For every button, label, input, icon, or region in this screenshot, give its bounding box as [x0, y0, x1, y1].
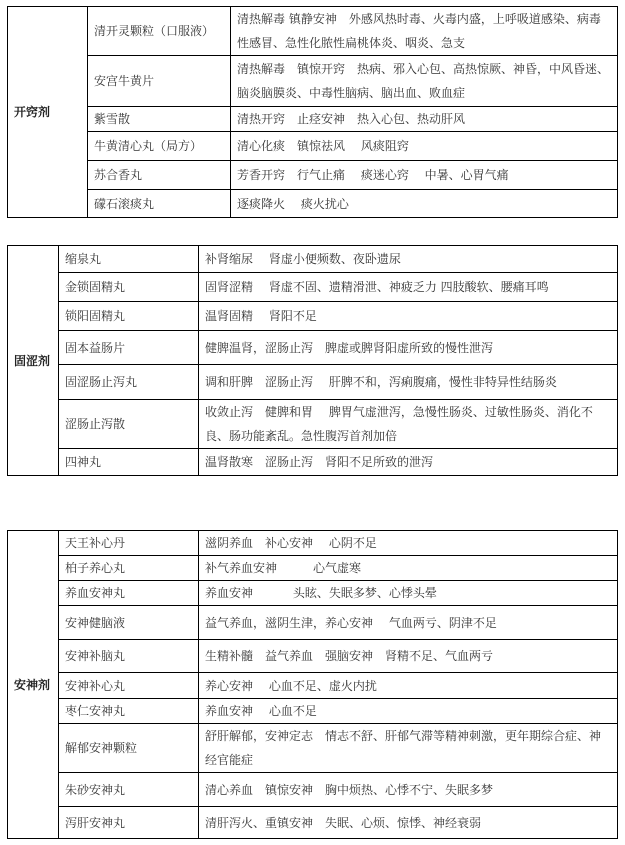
table-row — [8, 673, 618, 699]
medicine-name: 苏合香丸 — [88, 161, 231, 190]
medicine-name: 牛黄清心丸（局方） — [88, 132, 231, 161]
table-row — [8, 724, 618, 773]
medicine-name: 天王补心丹 — [59, 531, 199, 556]
medicine-description: 舒肝解郁，安神定志 情志不舒、肝郁气滞等精神刺激，更年期综合症、神经官能症 — [199, 724, 618, 773]
table-row — [8, 161, 618, 190]
medicine-name: 四神丸 — [59, 449, 199, 476]
medicine-description: 温肾固精 肾阳不足 — [199, 302, 618, 331]
table-row — [8, 246, 618, 273]
medicine-name: 锁阳固精丸 — [59, 302, 199, 331]
medicine-name: 涩肠止泻散 — [59, 400, 199, 449]
medicine-name: 安宫牛黄片 — [88, 56, 231, 107]
medicine-description: 温肾散寒 涩肠止泻 肾阳不足所致的泄泻 — [199, 449, 618, 476]
medicine-description: 补气养血安神 心气虚寒 — [199, 556, 618, 581]
table-row — [8, 581, 618, 606]
table-row — [8, 365, 618, 400]
medicine-description: 健脾温肾，涩肠止泻 脾虚或脾肾阳虚所致的慢性泄泻 — [199, 331, 618, 365]
medicine-description: 益气养血，滋阴生津，养心安神 气血两亏、阴津不足 — [199, 606, 618, 640]
medicine-name: 固本益肠片 — [59, 331, 199, 365]
table-row — [8, 56, 618, 107]
category-cell: 开窍剂 — [8, 7, 88, 218]
medicine-name: 缩泉丸 — [59, 246, 199, 273]
medicine-description: 滋阴养血 补心安神 心阴不足 — [199, 531, 618, 556]
medicine-description: 清心化痰 镇惊祛风 风痰阻窍 — [231, 132, 618, 161]
table-row — [8, 190, 618, 218]
category-cell: 固涩剂 — [8, 246, 59, 476]
table-gusheji — [7, 245, 618, 476]
medicine-name: 枣仁安神丸 — [59, 699, 199, 724]
table-row — [8, 699, 618, 724]
medicine-description: 清热开窍 止痉安神 热入心包、热动肝风 — [231, 107, 618, 132]
medicine-description: 清热解毒 镇静安神 外感风热时毒、火毒内盛，上呼吸道感染、病毒性感冒、急性化脓性扁桃体炎、咽炎、急支 — [231, 7, 618, 56]
table-row — [8, 132, 618, 161]
medicine-description: 清心养血 镇惊安神 胸中烦热、心悸不宁、失眠多梦 — [199, 773, 618, 807]
table-row — [8, 302, 618, 331]
table-row — [8, 331, 618, 365]
table-kaiqiaoji — [7, 6, 618, 218]
category-cell: 安神剂 — [8, 531, 59, 839]
medicine-description: 生精补髓 益气养血 强脑安神 肾精不足、气血两亏 — [199, 640, 618, 673]
medicine-name: 养血安神丸 — [59, 581, 199, 606]
medicine-name: 解郁安神颗粒 — [59, 724, 199, 773]
medicine-description: 芳香开窍 行气止痛 痰迷心窍 中暑、心胃气痛 — [231, 161, 618, 190]
table-row — [8, 773, 618, 807]
table-row — [8, 273, 618, 302]
medicine-description: 养血安神 心血不足 — [199, 699, 618, 724]
medicine-name: 礞石滚痰丸 — [88, 190, 231, 218]
table-anshenji — [7, 530, 618, 839]
medicine-name: 紫雪散 — [88, 107, 231, 132]
medicine-description: 逐痰降火 痰火扰心 — [231, 190, 618, 218]
medicine-name: 朱砂安神丸 — [59, 773, 199, 807]
medicine-name: 安神补心丸 — [59, 673, 199, 699]
medicine-description: 调和肝脾 涩肠止泻 肝脾不和，泻痢腹痛，慢性非特异性结肠炎 — [199, 365, 618, 400]
table-row — [8, 7, 618, 56]
table-row — [8, 449, 618, 476]
table-row — [8, 606, 618, 640]
table-row — [8, 531, 618, 556]
medicine-description: 清肝泻火、重镇安神 失眠、心烦、惊悸、神经衰弱 — [199, 807, 618, 839]
table-row — [8, 807, 618, 839]
table-row — [8, 107, 618, 132]
medicine-description: 补肾缩尿 肾虚小便频数、夜卧遗尿 — [199, 246, 618, 273]
medicine-name: 清开灵颗粒（口服液） — [88, 7, 231, 56]
medicine-description: 收敛止泻 健脾和胃 脾胃气虚泄泻，急慢性肠炎、过敏性肠炎、消化不良、肠功能紊乱。急性腹泻首剂加倍 — [199, 400, 618, 449]
medicine-description: 养心安神 心血不足、虚火内扰 — [199, 673, 618, 699]
medicine-name: 金锁固精丸 — [59, 273, 199, 302]
medicine-name: 柏子养心丸 — [59, 556, 199, 581]
medicine-name: 安神补脑丸 — [59, 640, 199, 673]
medicine-description: 养血安神 头眩、失眠多梦、心悸头晕 — [199, 581, 618, 606]
table-row — [8, 400, 618, 449]
medicine-description: 固肾涩精 肾虚不固、遗精滑泄、神疲乏力 四肢酸软、腰痛耳鸣 — [199, 273, 618, 302]
medicine-name: 泻肝安神丸 — [59, 807, 199, 839]
medicine-name: 安神健脑液 — [59, 606, 199, 640]
medicine-name: 固涩肠止泻丸 — [59, 365, 199, 400]
table-row — [8, 640, 618, 673]
medicine-description: 清热解毒 镇惊开窍 热病、邪入心包、高热惊厥、神昏，中风昏迷、脑炎脑膜炎、中毒性脑病、脑出血、败血症 — [231, 56, 618, 107]
table-row — [8, 556, 618, 581]
